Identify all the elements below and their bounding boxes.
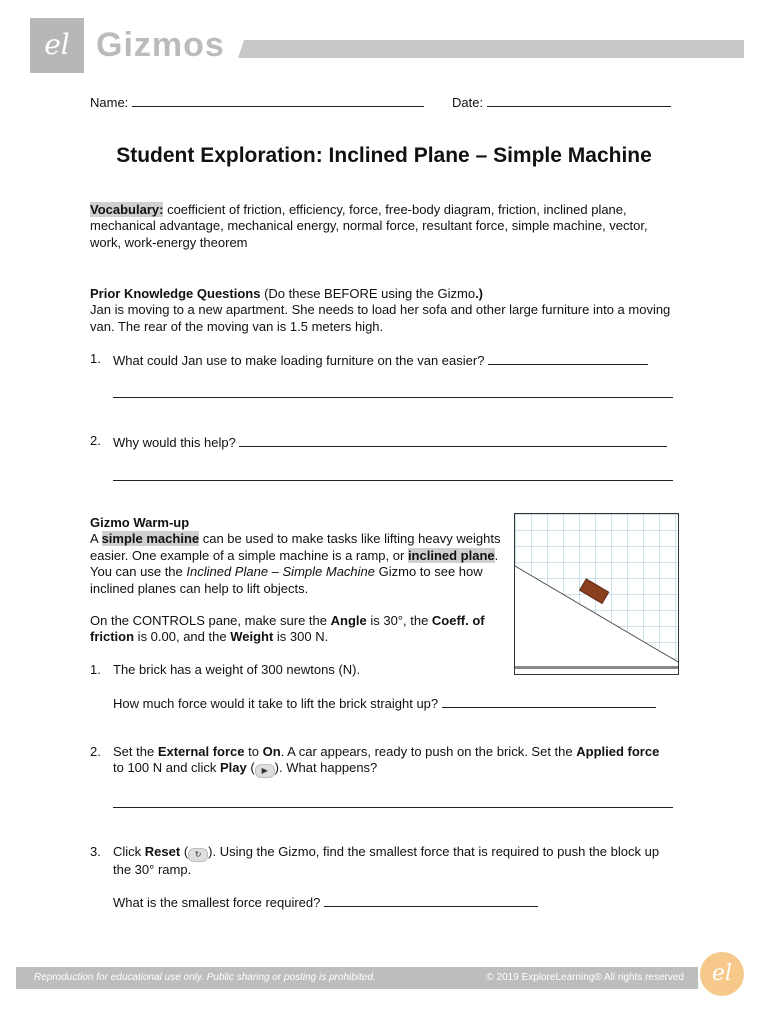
text: ). Using the Gizmo, find the smallest force that is required to push the block up the 30° ramp. (113, 844, 660, 877)
inclined-plane-figure (514, 513, 679, 675)
angle-label: Angle (330, 613, 367, 629)
warmup-q1-number: 1. (90, 662, 101, 677)
warmup-paragraph-1 (90, 531, 502, 597)
name-field[interactable] (90, 93, 424, 111)
text: Gizmo to see how inclined planes can help to lift objects. (90, 564, 483, 596)
warmup-q1-text: The brick has a weight of 300 newtons (N). (113, 662, 361, 677)
logo-mark: el (44, 28, 70, 62)
footer-copyright: © 2019 ExploreLearning® All rights reserved (486, 972, 684, 983)
text: ( (180, 844, 189, 859)
warmup-q3-answer-line[interactable] (324, 893, 538, 907)
prior-q2-number: 2. (90, 433, 101, 448)
on-label: On (262, 744, 281, 759)
prior-q1-text: What could Jan use to make loading furniture on the van easier? (113, 353, 485, 368)
vocabulary-section (90, 202, 680, 251)
text: is 300 N. (273, 629, 329, 645)
warmup-q1-ask (113, 694, 656, 712)
play-label: Play (219, 760, 247, 776)
warmup-q3-text (113, 844, 673, 878)
text: is 30°, the (366, 613, 432, 629)
warmup-q2-answer-line[interactable] (113, 807, 673, 808)
footer-bar (16, 967, 698, 989)
prior-knowledge-section (90, 286, 680, 335)
header-bar (238, 40, 744, 58)
name-line[interactable] (132, 93, 424, 107)
warmup-q1-ask-text: How much force would it take to lift the brick straight up? (113, 696, 439, 711)
page-title: Student Exploration: Inclined Plane – Simple Machine (116, 144, 652, 167)
warmup-q3-ask-text: What is the smallest force required? (113, 895, 321, 910)
warmup-q3-number: 3. (90, 844, 101, 859)
ground-line (515, 666, 678, 669)
reset-label: Reset (144, 844, 181, 859)
text: is 0.00, and the (134, 629, 231, 645)
text: Click (113, 844, 145, 859)
play-icon: ▶ (255, 764, 275, 778)
date-line[interactable] (487, 93, 671, 107)
vocabulary-terms: coefficient of friction, efficiency, force, free-body diagram, friction, inclined plane, mechanical advantage, mechanical energy, normal force, resultant force, simple machine, vector, work, work-energy theorem (90, 202, 648, 250)
coeff-label: Coeff. of friction (90, 613, 485, 645)
term-simple-machine: simple machine (101, 531, 200, 547)
gizmo-name: Inclined Plane – Simple Machine (186, 564, 375, 580)
text: to 100 N and click (113, 760, 220, 776)
prior-q2 (113, 433, 667, 451)
prior-q1 (113, 351, 648, 369)
applied-force-label: Applied force (576, 744, 660, 759)
warmup-q3-ask (113, 893, 538, 911)
text: On the CONTROLS pane, make sure the (90, 613, 331, 629)
term-inclined-plane: inclined plane (407, 547, 495, 563)
brand-name: Gizmos (96, 26, 225, 64)
warmup-q2-text (113, 744, 673, 778)
ramp-diagram (515, 514, 678, 674)
warmup-paragraph-2 (90, 613, 502, 646)
footer-disclaimer: Reproduction for educational use only. Public sharing or posting is prohibited. (34, 972, 376, 983)
footer-logo-mark: el (711, 960, 733, 986)
prior-q1-answer-line-2[interactable] (113, 397, 673, 398)
prior-q2-answer-line-2[interactable] (113, 480, 673, 481)
warmup-heading: Gizmo Warm-up (90, 515, 190, 530)
text: can be used to make tasks like lifting heavy weights easier. One example of a simple machine is a ramp, or (90, 531, 501, 563)
text: to (244, 744, 263, 759)
weight-label: Weight (230, 629, 274, 645)
prior-intro: Jan is moving to a new apartment. She needs to load her sofa and other large furniture into a moving van. The rear of the moving van is 1.5 meters high. (90, 302, 671, 334)
prior-q1-number: 1. (90, 351, 101, 366)
vocabulary-label: Vocabulary: (90, 202, 164, 217)
footer-logo (700, 952, 744, 996)
text: A (90, 531, 102, 547)
reset-icon: ↻ (188, 848, 208, 862)
date-label: Date: (452, 95, 484, 110)
name-label: Name: (90, 95, 129, 110)
warmup-q1-answer-line[interactable] (442, 694, 656, 708)
warmup-q2-number: 2. (90, 744, 101, 759)
explorelearning-logo (30, 18, 84, 73)
text: . You can use the (90, 547, 499, 580)
prior-q1-answer-line[interactable] (488, 351, 648, 365)
text: ( (246, 760, 255, 776)
text: ). What happens? (274, 760, 378, 776)
text: Set the (113, 744, 158, 759)
date-field[interactable] (452, 93, 671, 111)
prior-heading-note: (Do these BEFORE using the Gizmo (260, 286, 476, 301)
prior-q2-text: Why would this help? (113, 435, 236, 450)
prior-q2-answer-line[interactable] (239, 433, 667, 447)
prior-heading-note-end: .) (475, 286, 484, 301)
text: . A car appears, ready to push on the brick. Set the (280, 744, 577, 759)
external-force-label: External force (157, 744, 245, 759)
prior-heading: Prior Knowledge Questions (90, 286, 261, 301)
warmup-section (90, 515, 502, 646)
